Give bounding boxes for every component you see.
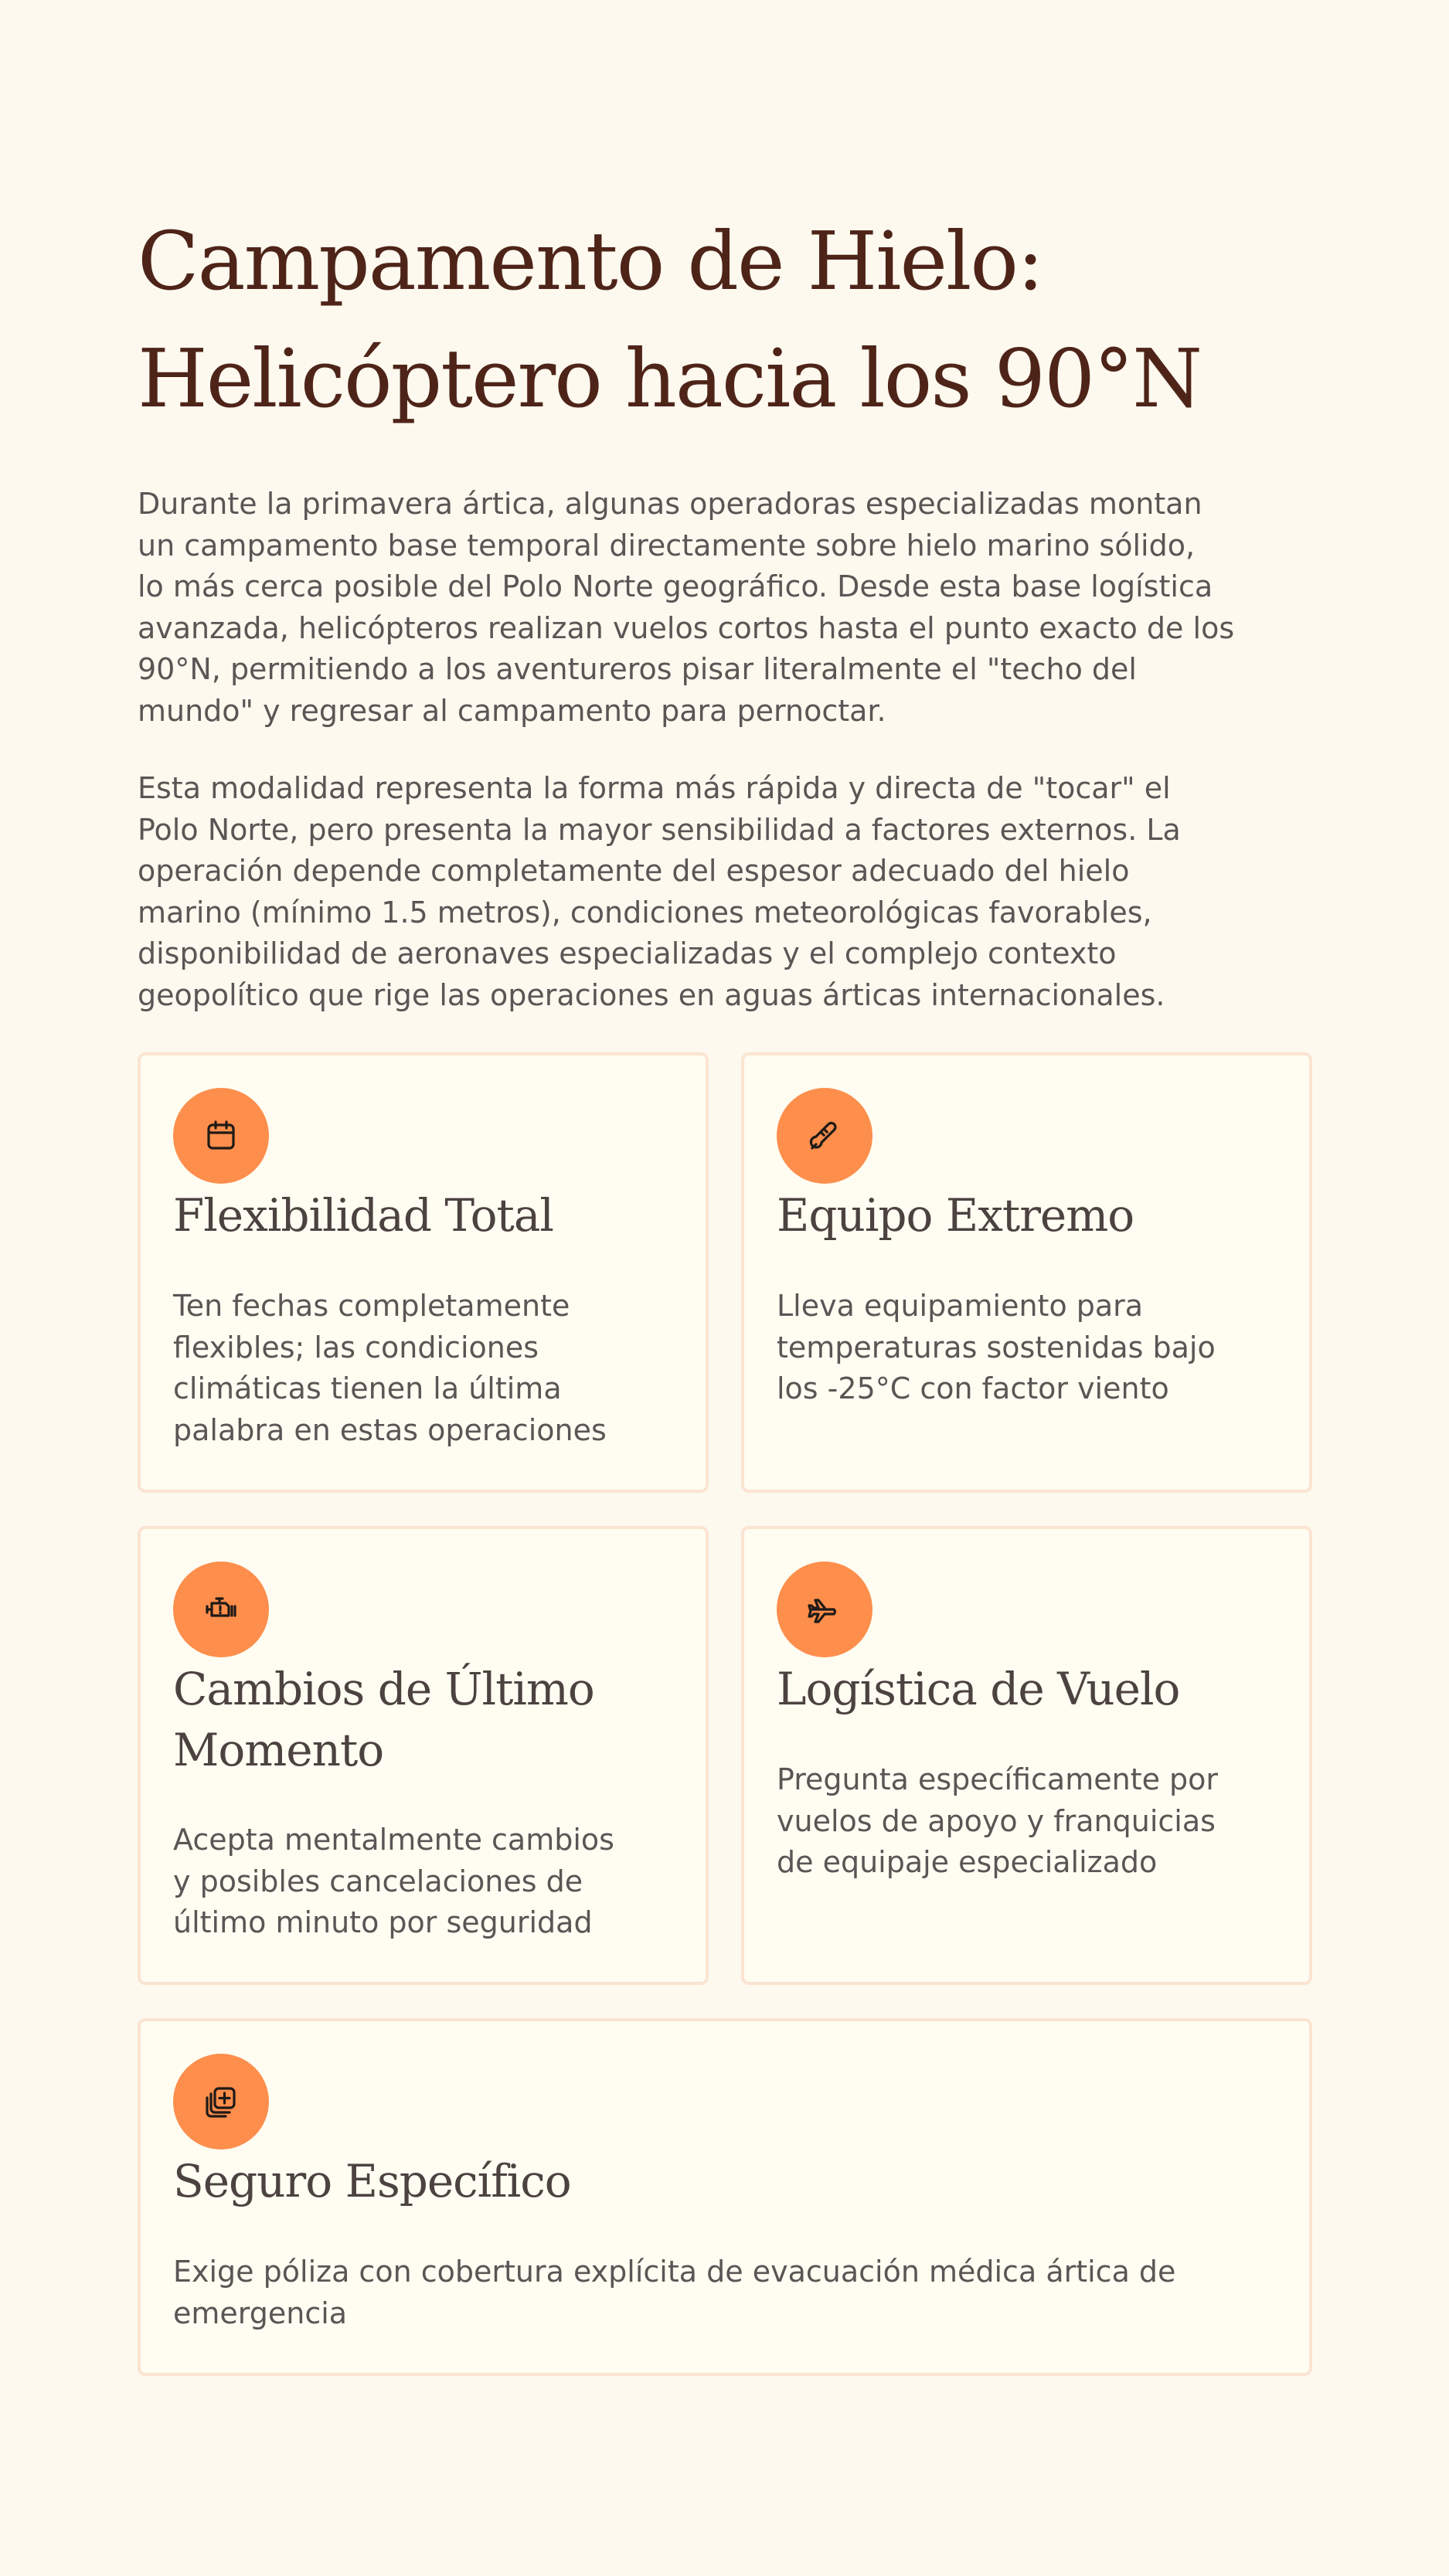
card-text-line: flexibles; las condiciones <box>173 1330 539 1364</box>
thermometer-icon <box>777 1088 872 1184</box>
card-title <box>173 2151 571 2212</box>
card-text-line: Pregunta específicamente por <box>777 1762 1219 1796</box>
intro-paragraph-1-line: mundo" y regresar al campamento para pernoctar. <box>138 693 886 728</box>
intro-paragraph-2-line: marino (mínimo 1.5 metros), condiciones meteorológicas favorables, <box>138 895 1152 929</box>
card-text-line: y posibles cancelaciones de <box>173 1864 583 1898</box>
card-title <box>777 1185 1134 1246</box>
medical-insurance-icon <box>173 2054 269 2149</box>
card-title-line: Logística de Vuelo <box>777 1663 1180 1715</box>
card-title-line: Seguro Específico <box>173 2155 571 2207</box>
tip-card-flexibility <box>138 1052 709 1493</box>
intro-paragraph-2-line: Polo Norte, pero presenta la mayor sensibilidad a factores externos. La <box>138 812 1181 847</box>
card-title <box>173 1659 594 1781</box>
plane-icon <box>777 1562 872 1657</box>
card-text-line: Acepta mentalmente cambios <box>173 1823 614 1857</box>
tip-card-flight-logistics <box>741 1526 1312 1985</box>
intro-paragraph-1-line: lo más cerca posible del Polo Norte geográfico. Desde esta base logística <box>138 569 1213 603</box>
card-text-line: palabra en estas operaciones <box>173 1412 607 1447</box>
card-text-line: último minuto por seguridad <box>173 1905 593 1939</box>
intro-paragraph-2 <box>138 768 1312 1016</box>
intro-paragraph-1 <box>138 484 1312 732</box>
tip-card-insurance <box>138 2018 1312 2376</box>
page-title-line-1: Campamento de Hielo: <box>138 214 1043 308</box>
card-title-line: Flexibilidad Total <box>173 1189 553 1242</box>
card-text-line: vuelos de apoyo y franquicias <box>777 1803 1216 1838</box>
page-title-line-2: Helicóptero hacia los 90°N <box>138 331 1202 426</box>
intro-paragraph-1-line: un campamento base temporal directamente sobre hielo marino sólido, <box>138 528 1196 562</box>
card-text <box>173 1820 614 1944</box>
card-text <box>777 1759 1218 1884</box>
card-text-line: Lleva equipamiento para <box>777 1289 1144 1323</box>
intro-paragraph-1-line: 90°N, permitiendo a los aventureros pisar literalmente el "techo del <box>138 652 1137 686</box>
tip-card-last-minute-changes <box>138 1526 709 1985</box>
tip-card-equipment <box>741 1052 1312 1493</box>
intro-paragraph-1-line: Durante la primavera ártica, algunas operadoras especializadas montan <box>138 487 1202 521</box>
card-text <box>173 1286 607 1451</box>
card-text-line: emergencia <box>173 2296 348 2330</box>
intro-paragraph-2-line: geopolítico que rige las operaciones en aguas árticas internacionales. <box>138 977 1165 1012</box>
card-text-line: los -25°C con factor viento <box>777 1371 1169 1405</box>
card-title-line: Momento <box>173 1724 384 1776</box>
engine-warning-icon <box>173 1562 269 1657</box>
card-text-line: temperaturas sostenidas bajo <box>777 1330 1216 1364</box>
page-title <box>138 202 1312 437</box>
intro-paragraph-2-line: operación depende completamente del espesor adecuado del hielo <box>138 854 1130 888</box>
card-text-line: de equipaje especializado <box>777 1845 1158 1879</box>
card-text-line: Ten fechas completamente <box>173 1289 570 1323</box>
card-title-line: Equipo Extremo <box>777 1189 1134 1242</box>
card-text <box>777 1286 1216 1410</box>
card-title-line: Cambios de Último <box>173 1663 594 1715</box>
card-text-line: climáticas tienen la última <box>173 1371 562 1405</box>
intro-paragraph-2-line: disponibilidad de aeronaves especializadas y el complejo contexto <box>138 936 1117 970</box>
calendar-icon <box>173 1088 269 1184</box>
intro-paragraph-2-line: Esta modalidad representa la forma más rápida y directa de "tocar" el <box>138 771 1171 805</box>
intro-paragraph-1-line: avanzada, helicópteros realizan vuelos cortos hasta el punto exacto de los <box>138 610 1235 645</box>
card-title <box>173 1185 553 1246</box>
card-text-line: Exige póliza con cobertura explícita de evacuación médica ártica de <box>173 2255 1176 2289</box>
card-text <box>173 2251 1175 2334</box>
card-title <box>777 1659 1179 1720</box>
